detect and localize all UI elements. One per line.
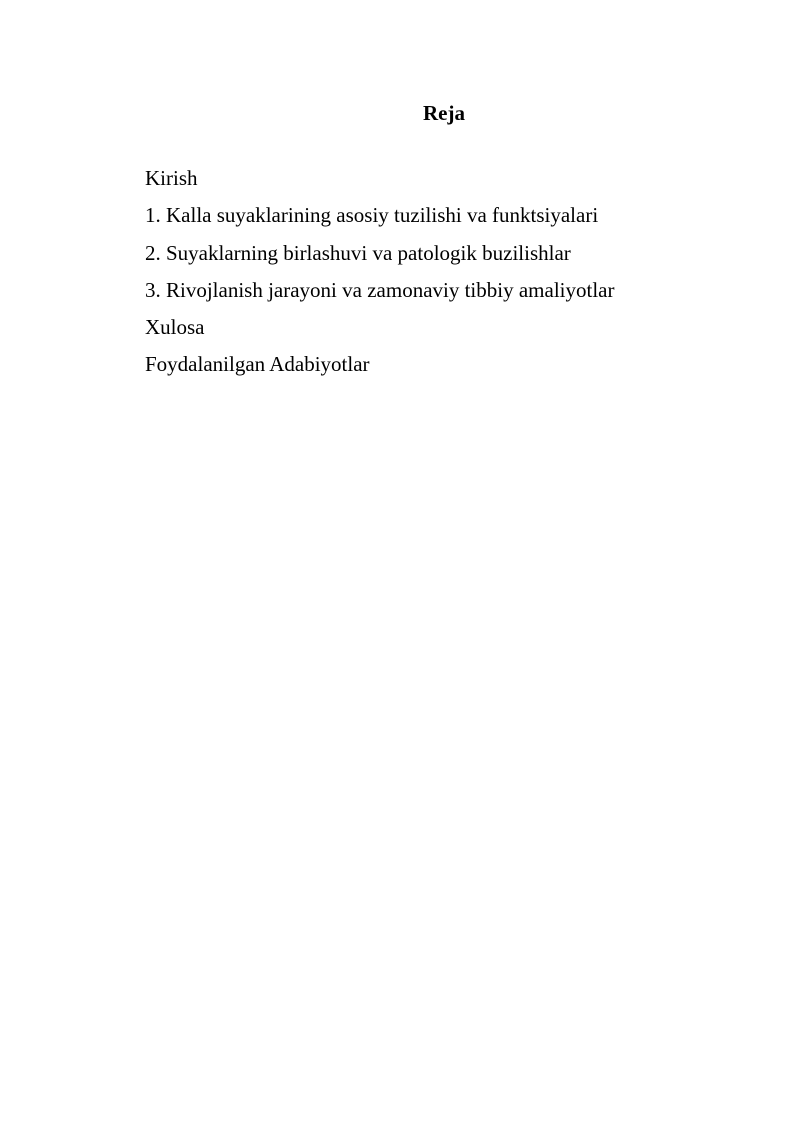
table-of-contents — [145, 160, 614, 384]
toc-item-chapter-2: 2. Suyaklarning birlashuvi va patologik buzilishlar — [145, 240, 571, 265]
page-title: Reja — [423, 101, 465, 125]
toc-item-references: Foydalanilgan Adabiyotlar — [145, 352, 370, 377]
toc-item-introduction: Kirish — [145, 166, 198, 190]
toc-item-chapter-3: 3. Rivojlanish jarayoni va zamonaviy tibbiy amaliyotlar — [145, 277, 615, 302]
toc-item-conclusion: Xulosa — [145, 315, 205, 340]
toc-item-chapter-1: 1. Kalla suyaklarining asosiy tuzilishi va funktsiyalari — [145, 203, 599, 228]
